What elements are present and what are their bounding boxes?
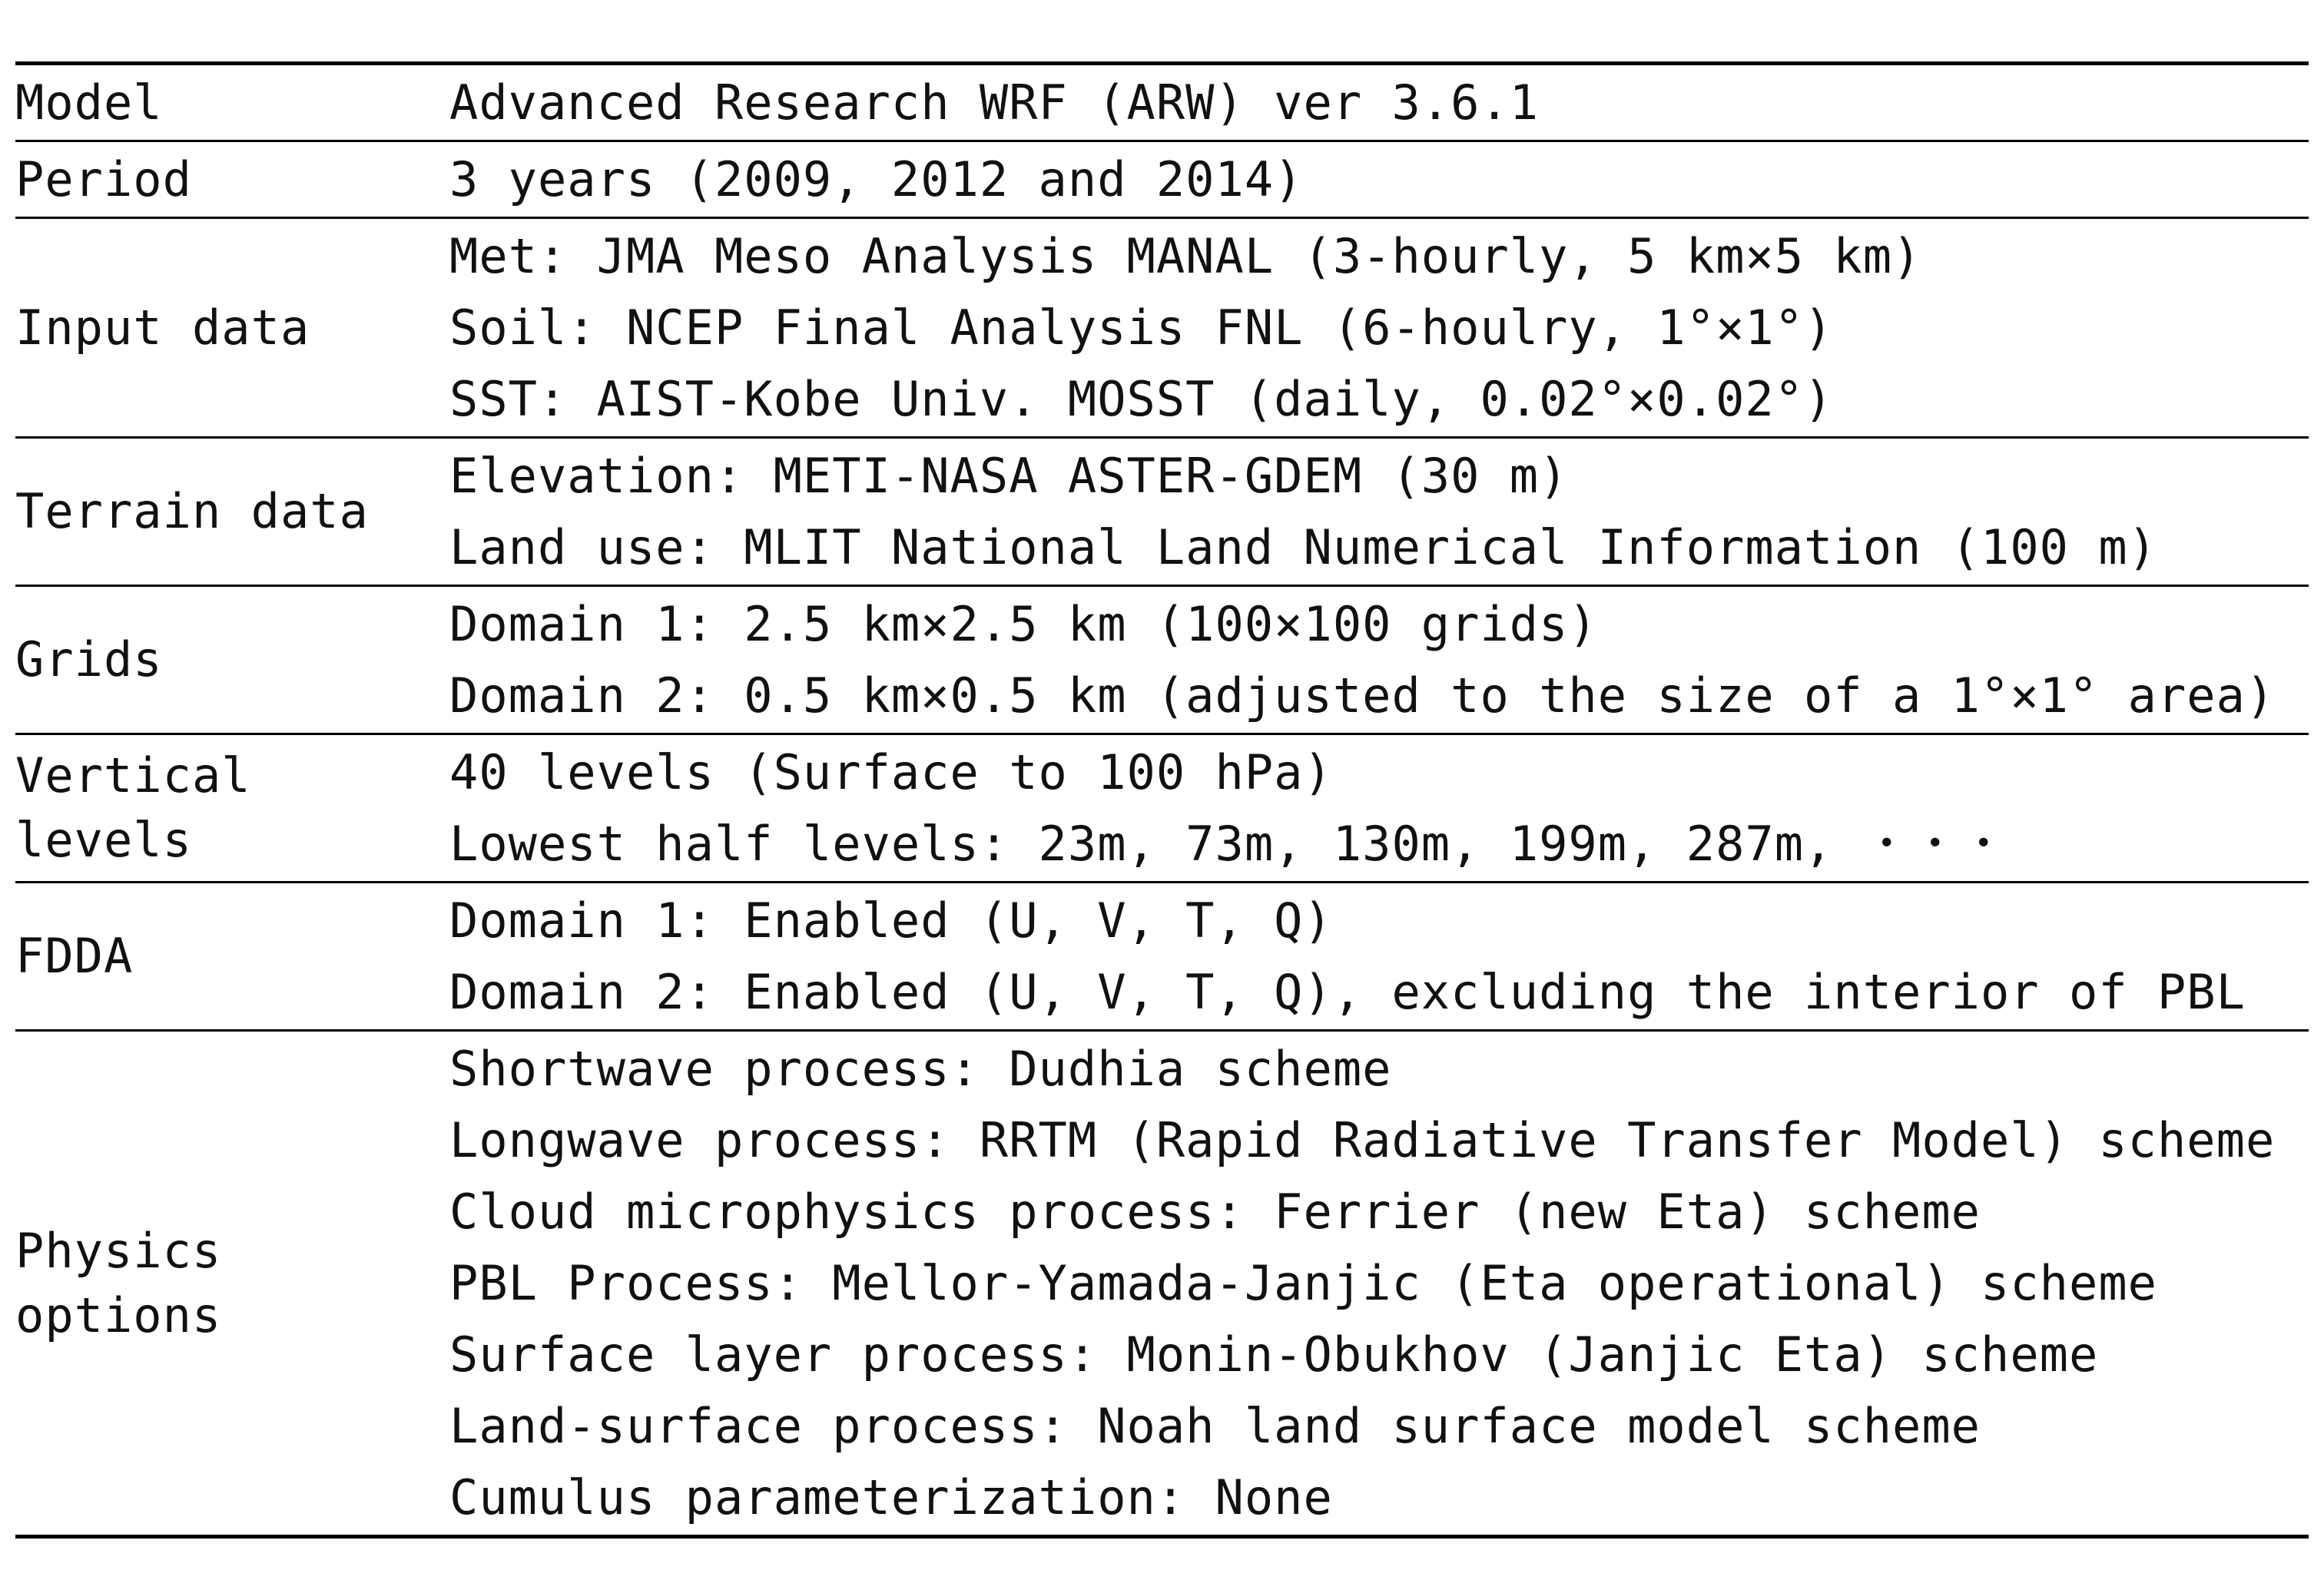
- row-label-text: FDDA: [15, 928, 134, 984]
- table-row-input-data: [15, 217, 2309, 436]
- row-label-text: Period: [15, 151, 192, 207]
- row-content-line: Cumulus parameterization: None: [449, 1469, 1333, 1525]
- row-content-line: 3 years (2009, 2012 and 2014): [449, 151, 1304, 207]
- row-content: [449, 219, 2309, 436]
- row-content-line: Lowest half levels: 23m, 73m, 130m, 199m, 287m, ・・・: [449, 816, 2008, 872]
- row-label: [15, 439, 449, 585]
- row-content-line: Domain 1: Enabled (U, V, T, Q): [449, 893, 1333, 949]
- row-label-text: Grids: [15, 631, 163, 687]
- row-label: [15, 65, 449, 140]
- row-content-line: Elevation: METI-NASA ASTER-GDEM (30 m): [449, 448, 1569, 504]
- row-content-line: Surface layer process: Monin-Obukhov (Janjic Eta) scheme: [449, 1327, 2099, 1383]
- row-content: [449, 735, 2309, 881]
- row-label: [15, 219, 449, 436]
- row-content-line: Land-surface process: Noah land surface model scheme: [449, 1398, 1981, 1454]
- table-row-model: [15, 65, 2309, 140]
- row-label-text: Model: [15, 74, 163, 131]
- row-label-text: options: [15, 1287, 222, 1343]
- row-content-line: Soil: NCEP Final Analysis FNL (6-houlry, 1°×1°): [449, 300, 1834, 356]
- row-content-line: Domain 1: 2.5 km×2.5 km (100×100 grids): [449, 596, 1598, 652]
- row-content: [449, 65, 2309, 140]
- row-content-line: Advanced Research WRF (ARW) ver 3.6.1: [449, 75, 1540, 131]
- row-label-text: Physics: [15, 1222, 222, 1279]
- row-label: [15, 735, 449, 881]
- row-content-line: 40 levels (Surface to 100 hPa): [449, 744, 1333, 800]
- row-content-line: Longwave process: RRTM (Rapid Radiative Transfer Model) scheme: [449, 1112, 2276, 1168]
- row-content-line: Met: JMA Meso Analysis MANAL (3-hourly, 5 km×5 km): [449, 228, 1922, 284]
- row-label: [15, 142, 449, 217]
- row-label: [15, 587, 449, 733]
- model-configuration-table: [15, 61, 2309, 1539]
- table-row-period: [15, 140, 2309, 217]
- row-content: [449, 142, 2309, 217]
- row-content-line: SST: AIST-Kobe Univ. MOSST (daily, 0.02°×0.02°): [449, 371, 1834, 427]
- row-content: [449, 587, 2309, 733]
- row-content: [449, 1032, 2309, 1535]
- table-row-fdda: [15, 881, 2309, 1029]
- row-label-text: levels: [15, 812, 192, 868]
- row-label-text: Vertical: [15, 747, 251, 803]
- table-row-physics-options: [15, 1029, 2309, 1535]
- row-content-line: Land use: MLIT National Land Numerical Information (100 m): [449, 519, 2157, 575]
- table-row-terrain-data: [15, 436, 2309, 585]
- row-label: [15, 883, 449, 1029]
- table-row-vertical-levels: [15, 733, 2309, 881]
- row-label: [15, 1032, 449, 1535]
- row-content-line: Cloud microphysics process: Ferrier (new Eta) scheme: [449, 1184, 1981, 1240]
- row-content-line: Domain 2: 0.5 km×0.5 km (adjusted to the size of a 1°×1° area): [449, 667, 2276, 724]
- row-content: [449, 439, 2309, 585]
- row-content-line: Domain 2: Enabled (U, V, T, Q), excluding the interior of PBL: [449, 964, 2246, 1020]
- row-label-text: Terrain data: [15, 483, 369, 539]
- row-content-line: PBL Process: Mellor-Yamada-Janjic (Eta operational) scheme: [449, 1255, 2157, 1311]
- table-row-grids: [15, 585, 2309, 733]
- row-label-text: Input data: [15, 299, 310, 356]
- row-content: [449, 883, 2309, 1029]
- row-content-line: Shortwave process: Dudhia scheme: [449, 1041, 1392, 1097]
